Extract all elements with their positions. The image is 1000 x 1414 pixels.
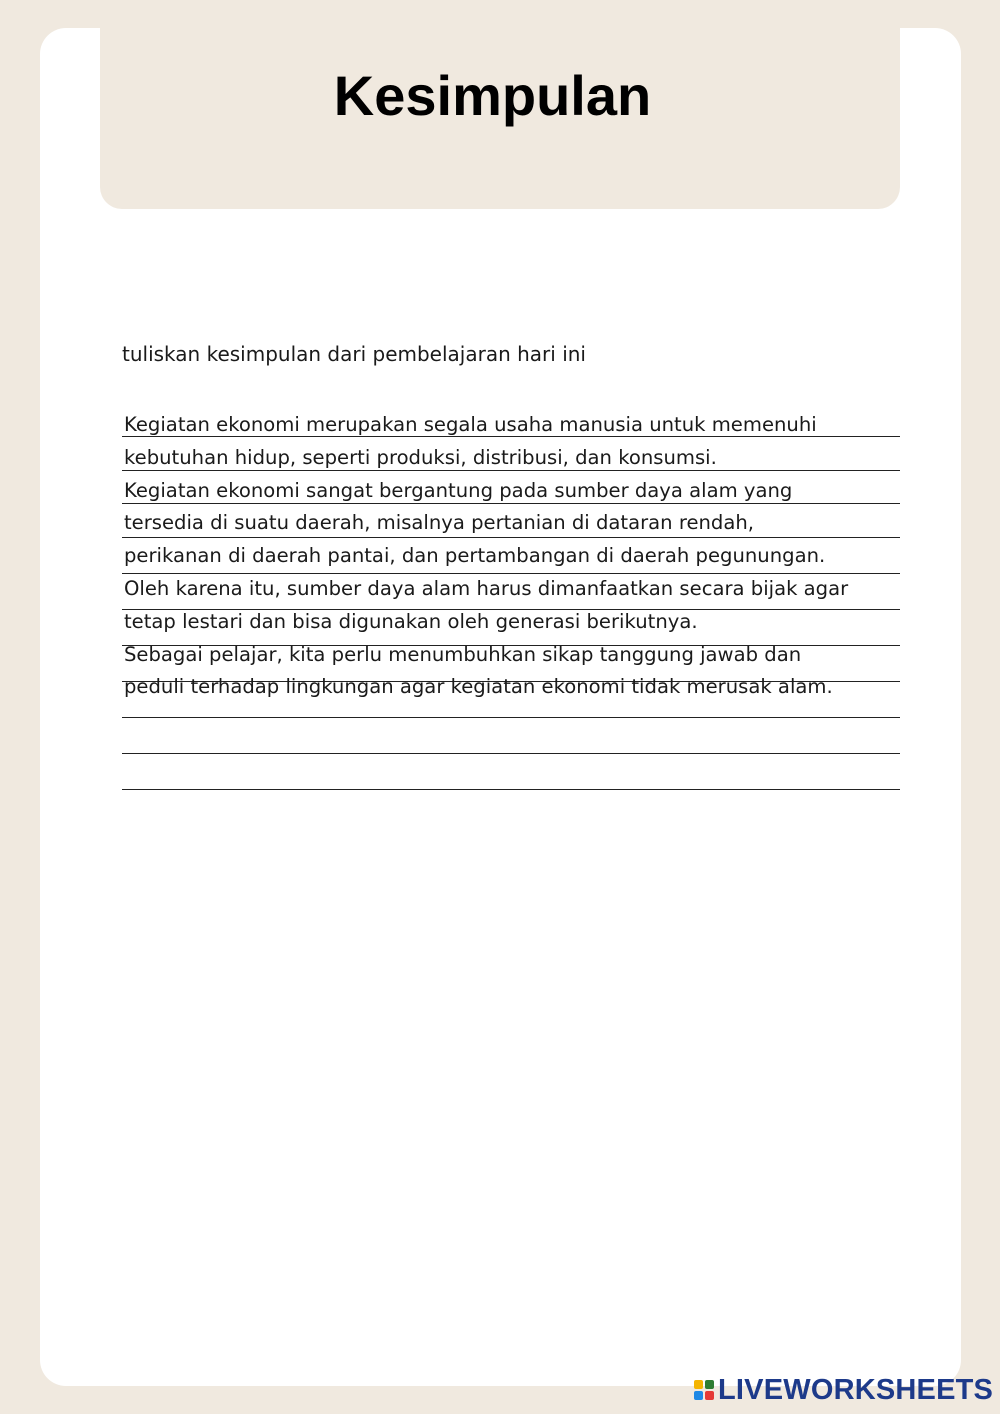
answer-line: Sebagai pelajar, kita perlu menumbuhkan sikap tanggung jawab dan xyxy=(124,642,802,666)
writing-line xyxy=(122,717,900,718)
liveworksheets-brand xyxy=(694,1374,993,1406)
writing-line xyxy=(122,753,900,754)
answer-line: tersedia di suatu daerah, misalnya pertanian di dataran rendah, xyxy=(124,511,755,535)
answer-line: Kegiatan ekonomi sangat bergantung pada sumber daya alam yang xyxy=(124,478,793,502)
page-title: Kesimpulan xyxy=(333,64,652,127)
logo-square xyxy=(705,1391,714,1400)
answer-line: Oleh karena itu, sumber daya alam harus dimanfaatkan secara bijak agar xyxy=(124,576,849,600)
instruction-text: tuliskan kesimpulan dari pembelajaran hari ini xyxy=(122,342,586,366)
answer-line: kebutuhan hidup, seperti produksi, distribusi, dan konsumsi. xyxy=(124,445,717,469)
answer-line: peduli terhadap lingkungan agar kegiatan ekonomi tidak merusak alam. xyxy=(124,675,833,699)
logo-square xyxy=(694,1380,703,1389)
brand-name: LIVEWORKSHEETS xyxy=(718,1373,994,1406)
answer-line: tetap lestari dan bisa digunakan oleh generasi berikutnya. xyxy=(124,609,698,633)
logo-square xyxy=(705,1380,714,1389)
logo-square xyxy=(694,1391,703,1400)
worksheet-card xyxy=(40,28,961,1386)
answer-textbox[interactable] xyxy=(124,409,944,704)
answer-line: Kegiatan ekonomi merupakan segala usaha manusia untuk memenuhi xyxy=(124,413,817,436)
answer-line: perikanan di daerah pantai, dan pertambangan di daerah pegunungan. xyxy=(124,544,826,568)
liveworksheets-logo-icon xyxy=(694,1380,714,1400)
writing-line xyxy=(122,789,900,790)
